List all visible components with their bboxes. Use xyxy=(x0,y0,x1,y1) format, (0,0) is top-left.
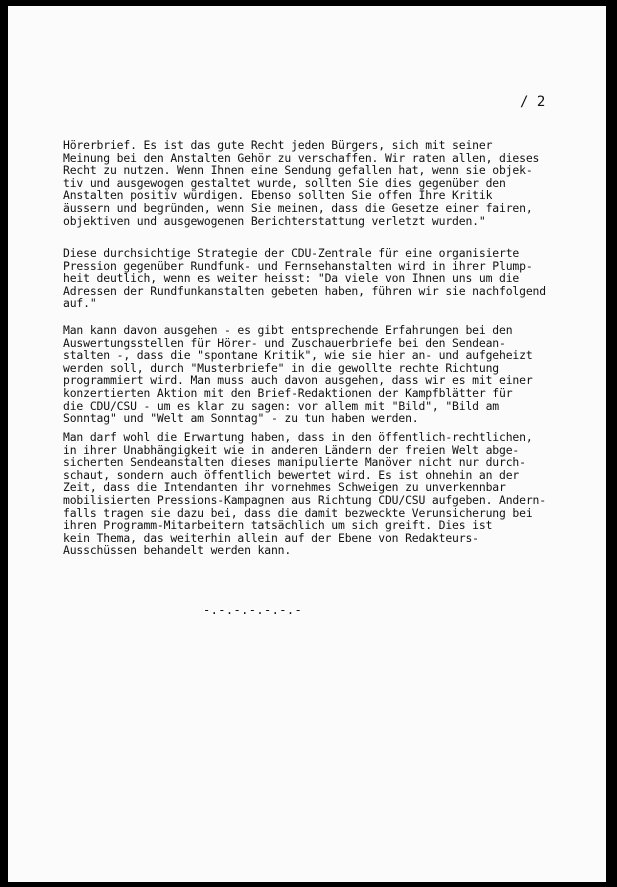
text-line: Recht zu nutzen. Wenn Ihnen eine Sendung gefallen hat, wenn sie objek- xyxy=(63,163,533,178)
text-line: programmiert wird. Man muss auch davon ausgehen, dass wir es mit einer xyxy=(63,373,533,388)
paragraph xyxy=(63,247,546,310)
text-line: die CDU/CSU - um es klar zu sagen: vor allem mit "Bild", "Bild am xyxy=(63,398,500,413)
text-line: Meinung bei den Anstalten Gehör zu verschaffen. Wir raten allen, dieses xyxy=(63,150,540,165)
text-line: heit deutlich, wenn es weiter heisst: "Da viele von Ihnen uns um die xyxy=(63,271,520,286)
text-line: Zeit, dass die Intendanten ihr vornehmes Schweigen zu unverkennbar xyxy=(63,480,506,495)
text-line: Ausschüssen behandelt werden kann. xyxy=(63,543,292,558)
text-line: falls tragen sie dazu bei, dass die damit bezweckte Verunsicherung bei xyxy=(63,505,533,520)
paragraph xyxy=(63,139,539,227)
text-line: tiv und ausgewogen gestaltet wurde, sollten Sie dies gegenüber den xyxy=(63,175,506,190)
text-line: stalten -, dass die "spontane Kritik", wie sie hier an- und aufgeheizt xyxy=(63,348,533,363)
paragraph xyxy=(63,431,546,557)
page-number: / 2 xyxy=(520,94,546,110)
text-line: konzertierten Aktion mit den Brief-Redaktionen der Kampfblätter für xyxy=(63,385,513,400)
text-line: Man darf wohl die Erwartung haben, dass in den öffentlich-rechtlichen, xyxy=(63,430,533,444)
text-line: kein Thema, das weiterhin allein auf der Ebene von Redakteurs- xyxy=(63,530,479,545)
text-line: Auswertungsstellen für Hörer- und Zuschauerbriefe bei den Sendean- xyxy=(63,335,506,350)
text-line: äussern und begründen, wenn Sie meinen, dass die Gesetze einer fairen, xyxy=(63,200,533,215)
document-page xyxy=(8,6,606,882)
text-line: mobilisierten Pressions-Kampagnen aus Richtung CDU/CSU aufgeben. Andern- xyxy=(63,492,546,507)
text-line: schaut, sondern auch öffentlich bewertet wird. Es ist ohnehin an der xyxy=(63,467,520,482)
text-line: auf." xyxy=(63,296,97,311)
text-line: Hörerbrief. Es ist das gute Recht jeden Bürgers, sich mit seiner xyxy=(63,138,493,152)
text-line: sicherten Sendeanstalten dieses manipulierte Manöver nicht nur durch- xyxy=(63,455,526,470)
text-line: Adressen der Rundfunkanstalten gebeten haben, führen wir sie nachfolgend xyxy=(63,283,546,298)
text-line: Man kann davon ausgehen - es gibt entsprechende Erfahrungen bei den xyxy=(63,323,513,337)
text-line: ihren Programm-Mitarbeitern tatsächlich um sich greift. Dies ist xyxy=(63,518,493,533)
text-line: werden soll, durch "Musterbriefe" in die gewollte rechte Richtung xyxy=(63,360,500,375)
text-line: Sonntag" und "Welt am Sonntag" - zu tun haben werden. xyxy=(63,411,419,426)
text-line: Pression gegenüber Rundfunk- und Fernsehanstalten wird in ihrer Plump- xyxy=(63,258,533,273)
text-line: Anstalten positiv würdigen. Ebenso sollten Sie offen Ihre Kritik xyxy=(63,188,493,203)
paragraph xyxy=(63,324,533,425)
text-line: in ihrer Unabhängigkeit wie in anderen Ländern der freien Welt abge- xyxy=(63,442,520,457)
closing-separator: -.-.-.-.-.-.- xyxy=(203,603,303,617)
text-line: Diese durchsichtige Strategie der CDU-Zentrale für eine organisierte xyxy=(63,246,520,260)
text-line: objektiven und ausgewogenen Berichterstattung verletzt wurden." xyxy=(63,213,486,228)
